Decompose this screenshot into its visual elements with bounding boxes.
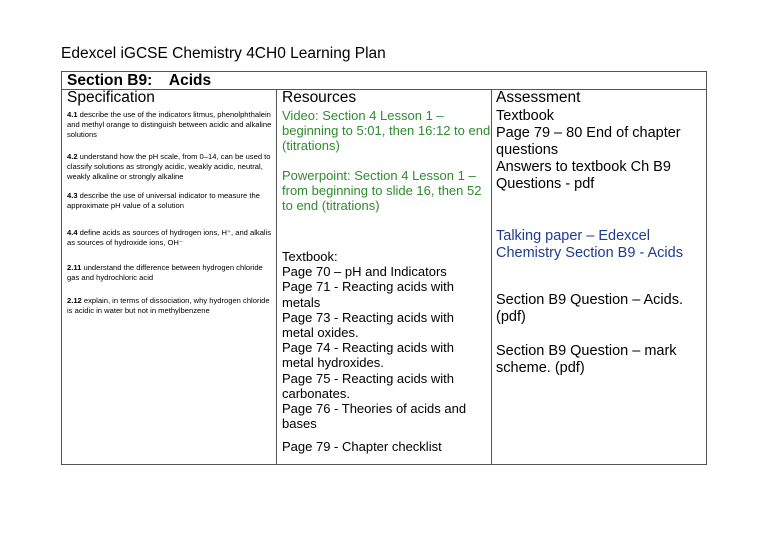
talking-paper: Talking paper – Edexcel Chemistry Section B9 - Acids	[496, 228, 683, 261]
powerpoint-resource: Powerpoint: Section 4 Lesson 1 – from beginning to slide 16, then 52 to end (titrations)	[282, 168, 482, 214]
section-header-row	[62, 72, 706, 90]
spec-item	[67, 191, 272, 211]
video-resource: Video: Section 4 Lesson 1 – beginning to 5:01, then 16:12 to end (titrations)	[282, 108, 491, 154]
spec-code: 2.11	[67, 263, 82, 272]
spec-item	[67, 152, 272, 182]
spec-text: understand how the pH scale, from 0–14, can be used to classify solutions as strongly acidic, weakly acidic, neutral, weakly alkaline or strongly alkaline	[67, 152, 271, 181]
spec-code: 4.1	[67, 110, 78, 119]
section-question: Section B9 Question – Acids. (pdf)	[496, 292, 683, 325]
spec-code: 4.3	[67, 191, 78, 200]
mark-scheme: Section B9 Question – mark scheme. (pdf)	[496, 343, 677, 376]
spec-item	[67, 263, 272, 283]
spec-text: understand the difference between hydrogen chloride gas and hydrochloric acid	[67, 263, 263, 282]
spec-code: 4.2	[67, 152, 78, 161]
resources-heading: Resources	[282, 89, 357, 106]
checklist-resource: Page 79 - Chapter checklist	[282, 439, 442, 454]
document-title: Edexcel iGCSE Chemistry 4CH0 Learning Plan	[61, 45, 386, 62]
spec-item	[67, 296, 272, 316]
spec-text: define acids as sources of hydrogen ions, H⁺, and alkalis as sources of hydroxide ions, OH⁻	[67, 228, 272, 247]
spec-text: describe the use of universal indicator to measure the approximate pH value of a solution	[67, 191, 260, 210]
assessment-textbook: Textbook Page 79 – 80 End of chapter questions Answers to textbook Ch B9 Questions - pdf	[496, 108, 681, 192]
assessment-column	[496, 89, 704, 107]
learning-plan-table	[61, 71, 707, 465]
spec-code: 2.12	[67, 296, 82, 305]
textbook-resource: Textbook: Page 70 – pH and Indicators Page 71 - Reacting acids with metals Page 73 - Reacting acids with metal oxides. Page 74 - Reacting acids with metal hydroxides. Page 75 - Reacting acids with carbonates. Page 76 - Theories of acids and bases	[282, 249, 467, 432]
spec-item	[67, 228, 272, 248]
spec-text: explain, in terms of dissociation, why hydrogen chloride is acidic in water but not in methylbenzene	[67, 296, 270, 315]
spec-code: 4.4	[67, 228, 78, 237]
column-divider	[491, 89, 492, 464]
specification-heading: Specification	[67, 89, 155, 106]
column-divider	[276, 89, 277, 464]
assessment-heading: Assessment	[496, 89, 581, 106]
resources-column	[282, 89, 487, 107]
spec-item	[67, 110, 272, 140]
spec-text: describe the use of the indicators litmus, phenolphthalein and methyl orange to distinguish between acidic and alkaline solutions	[67, 110, 272, 139]
specification-column	[67, 89, 272, 107]
section-heading: Section B9: Acids	[67, 72, 212, 89]
